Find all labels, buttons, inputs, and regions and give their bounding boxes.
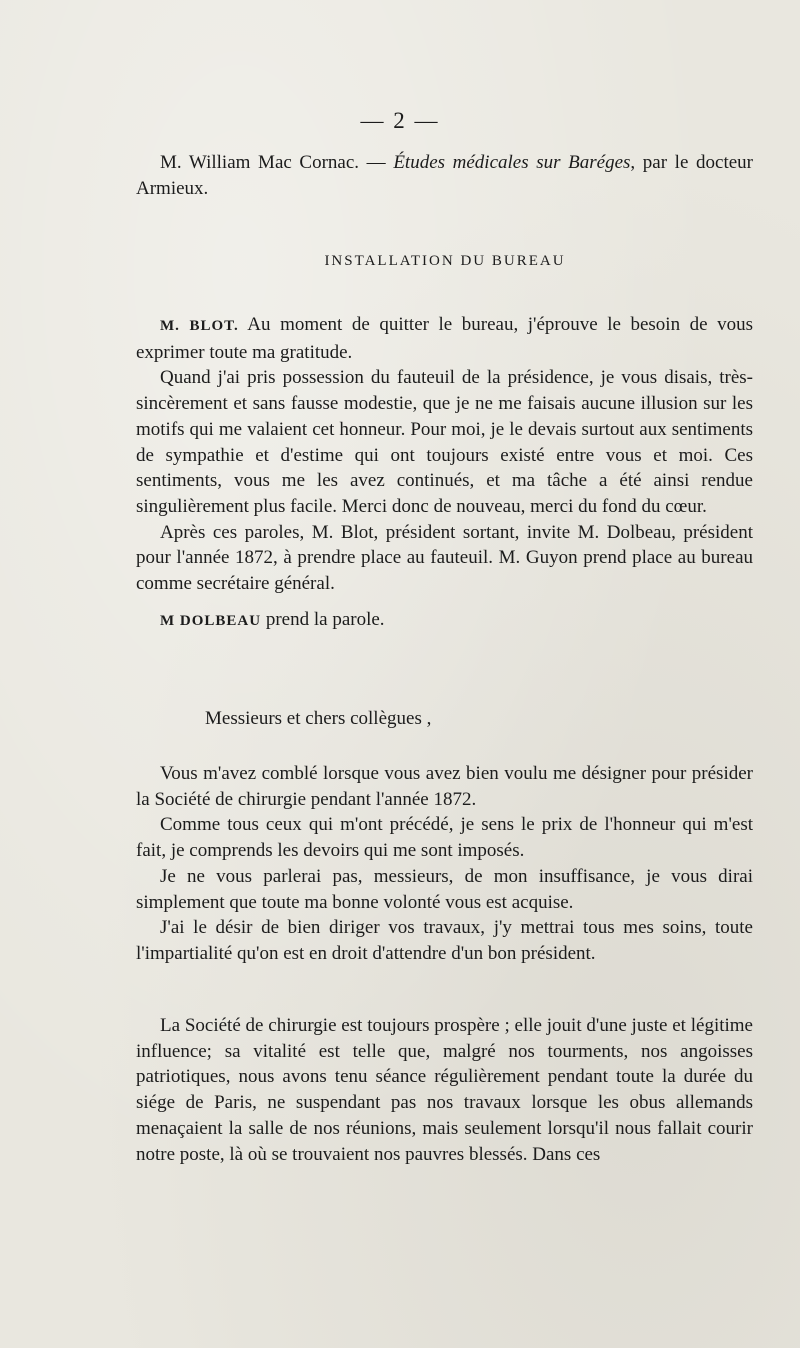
blot-paragraph-3: Après ces paroles, M. Blot, président sortant, invite M. Dolbeau, président pour l'année 1872, à prendre place au fauteuil. M. Guyon prend place au bureau comme secrétaire général. bbox=[136, 521, 753, 595]
blot-p1-text: Au moment de quitter le bureau, j'éprouve le besoin de vous exprimer toute ma gratitude. bbox=[136, 314, 754, 363]
dolbeau-paragraph-3: Je ne vous parlerai pas, messieurs, de mon insuffisance, je vous dirai simplement que toute ma bonne volonté vous est acquise. bbox=[136, 865, 753, 913]
dolbeau-speech-continued bbox=[136, 1013, 753, 1167]
speaker-blot: M. BLOT. bbox=[160, 318, 239, 334]
dolbeau-paragraph-4: J'ai le désir de bien diriger vos travaux, j'y mettrai tous mes soins, toute l'impartialité qu'on est en droit d'attendre d'un bon président. bbox=[136, 917, 753, 964]
speaker-dolbeau: M DOLBEAU bbox=[160, 612, 262, 629]
intro-title: Études médicales sur Baréges bbox=[393, 152, 631, 173]
dolbeau-intro bbox=[136, 607, 753, 635]
intro-author: M. William Mac Cornac. — bbox=[160, 152, 386, 173]
dolbeau-speech bbox=[136, 761, 753, 967]
section-heading: INSTALLATION DU BUREAU bbox=[324, 253, 566, 269]
blot-paragraph-1 bbox=[136, 312, 753, 365]
page-number: — 2 — bbox=[360, 108, 440, 133]
salutation: Messieurs et chers collègues , bbox=[205, 708, 432, 729]
dolbeau-paragraph-2: Comme tous ceux qui m'ont précédé, je sens le prix de l'honneur qui m'est fait, je comprends les devoirs qui me sont imposés. bbox=[136, 814, 753, 862]
dolbeau-paragraph-1: Vous m'avez comblé lorsque vous avez bien voulu me désigner pour présider la Société de chirurgie pendant l'année 1872. bbox=[136, 763, 753, 810]
blot-speech bbox=[136, 312, 753, 634]
dolbeau-intro-rest: prend la parole. bbox=[265, 608, 385, 630]
intro-paragraph bbox=[136, 150, 753, 201]
blot-paragraph-2: Quand j'ai pris possession du fauteuil de la présidence, je vous disais, très-sincèrement et sans fausse modestie, que je ne me faisais aucune illusion sur les motifs qui me valaient cet honneur. Pour moi, je le devais surtout aux sentiments de sympathie et d'estime qui ont toujours existé entre vous et moi. Ces sentiments, vous me les avez continués, et ma tâche a été ainsi rendue singulièrement plus facile. Merci donc de nouveau, merci du fond du cœur. bbox=[136, 367, 753, 517]
intro-line bbox=[136, 150, 753, 201]
intro-rest: , par le docteur Armieux. bbox=[136, 152, 753, 199]
dolbeau-paragraph-5: La Société de chirurgie est toujours prospère ; elle jouit d'une juste et légitime influence; sa vitalité est telle que, malgré nos tourments, nos angoisses patriotiques, nous avons tenu séance régulièrement pendant toute la durée du siége de Paris, ne suspendant pas nos travaux lorsque les obus allemands menaçaient la salle de nos réunions, mais seulement lorsqu'il nous fallait courir notre poste, là où se trouvaient nos pauvres blessés. Dans ces bbox=[136, 1015, 753, 1165]
